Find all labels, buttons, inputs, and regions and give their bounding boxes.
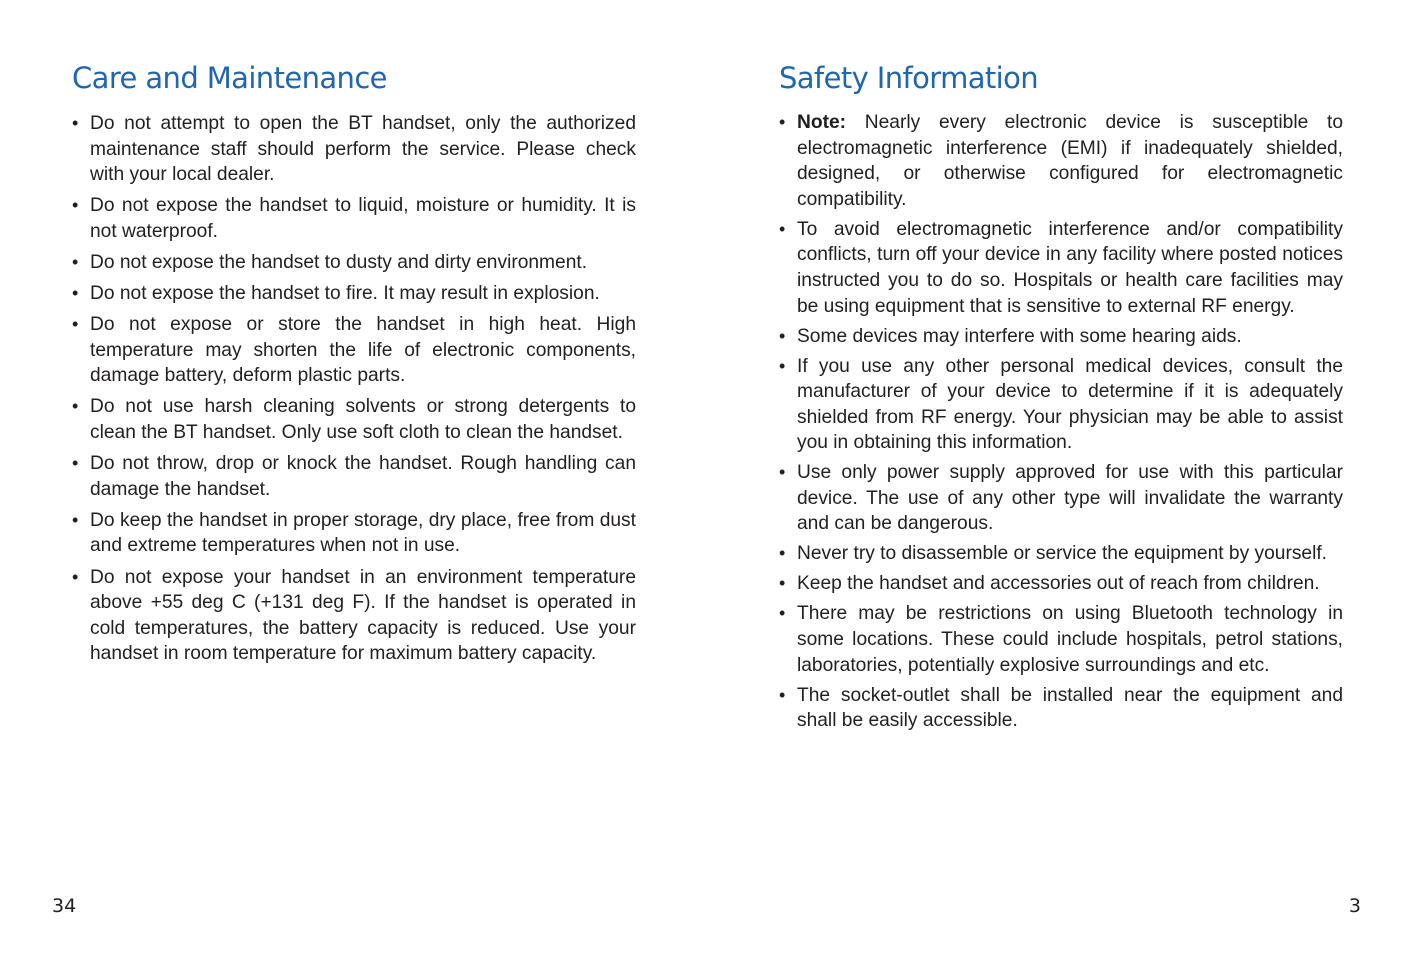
- list-item-text: Keep the handset and accessories out of reach from children.: [797, 573, 1320, 595]
- note-label: Note:: [797, 112, 847, 133]
- list-item-text: Never try to disassemble or service the equipment by yourself.: [797, 543, 1328, 565]
- note-text: Nearly every electronic device is susceptible to electromagnetic interference (EMI) if inadequately shielded, designed, or otherwise configured for electromagnetic compatibility.: [797, 112, 1343, 210]
- bullet-icon: •: [72, 314, 79, 335]
- list-item: [779, 354, 1343, 456]
- list-item-text: There may be restrictions on using Bluetooth technology in some locations. These could include hospitals, petrol stations, laboratories, potentially explosive surroundings and etc.: [797, 603, 1343, 676]
- list-item: [72, 565, 636, 667]
- safety-information-heading: Safety Information: [779, 61, 1039, 95]
- page-number-right: 3: [1348, 895, 1361, 917]
- list-item-text: Do not expose your handset in an environment temperature above +55 deg C (+131 deg F). If the handset is operated in cold temperatures, the battery capacity is reduced. Use your handset in room temperature for maximum battery capacity.: [90, 566, 636, 665]
- list-item-text: Do not throw, drop or knock the handset. Rough handling can damage the handset.: [90, 453, 636, 500]
- right-page: [706, 0, 1413, 954]
- list-item: [72, 193, 636, 244]
- list-item-text: Do not use harsh cleaning solvents or strong detergents to clean the BT handset. Only use soft cloth to clean the handset.: [90, 396, 636, 444]
- list-item: [779, 460, 1343, 537]
- list-item-text: Do not expose or store the handset in high heat. High temperature may shorten the life of electronic components, damage battery, deform plastic parts.: [90, 314, 636, 387]
- bullet-icon: •: [72, 509, 79, 530]
- list-item-note: [779, 110, 1343, 212]
- bullet-icon: •: [72, 453, 79, 474]
- list-item: [72, 394, 636, 445]
- list-item: [779, 601, 1343, 678]
- bullet-icon: •: [72, 396, 79, 417]
- list-item-text: Do not expose the handset to dusty and dirty environment.: [90, 251, 588, 273]
- list-item-text: Use only power supply approved for use with this particular device. The use of any other type will invalidate the warranty and can be dangerous.: [797, 462, 1343, 535]
- list-item: [72, 250, 636, 276]
- care-maintenance-list: [72, 111, 636, 672]
- bullet-icon: •: [779, 684, 786, 705]
- list-item: [72, 451, 636, 502]
- bullet-icon: •: [779, 112, 786, 132]
- list-item-text: Do keep the handset in proper storage, dry place, free from dust and extreme temperatures when not in use.: [90, 509, 636, 557]
- bullet-icon: •: [72, 251, 79, 272]
- list-item-text: The socket-outlet shall be installed near the equipment and shall be easily accessible.: [797, 684, 1343, 732]
- list-item: [779, 571, 1343, 597]
- bullet-icon: •: [779, 355, 786, 376]
- list-item-text: If you use any other personal medical devices, consult the manufacturer of your device to determine if it is adequately shielded from RF energy. Your physician may be able to assist you in obtaining this information.: [797, 355, 1343, 454]
- bullet-icon: •: [72, 566, 79, 587]
- page-number-left: 34: [52, 895, 77, 917]
- bullet-icon: •: [779, 603, 786, 624]
- bullet-icon: •: [779, 325, 786, 346]
- list-item: [779, 217, 1343, 319]
- list-item: [779, 683, 1343, 734]
- list-item-text: Do not expose the handset to fire. It may result in explosion.: [90, 283, 600, 305]
- bullet-icon: •: [779, 462, 786, 483]
- list-item-text: To avoid electromagnetic interference and/or compatibility conflicts, turn off your device in any facility where posted notices instructed you to do so. Hospitals or health care facilities may be using equipment that is sensitive to external RF energy.: [797, 218, 1343, 317]
- bullet-icon: •: [779, 218, 786, 239]
- list-item: [779, 541, 1343, 567]
- list-item: [779, 324, 1343, 350]
- list-item: [72, 281, 636, 307]
- list-item: [72, 312, 636, 389]
- list-item: [72, 111, 636, 188]
- list-item-text: Do not attempt to open the BT handset, only the authorized maintenance staff should perform the service. Please check with your local dealer.: [90, 113, 636, 186]
- list-item: [72, 508, 636, 559]
- left-page: [0, 0, 706, 954]
- list-item-text: Do not expose the handset to liquid, moisture or humidity. It is not waterproof.: [90, 195, 636, 242]
- care-maintenance-heading: Care and Maintenance: [72, 61, 387, 95]
- safety-information-list: [779, 110, 1343, 738]
- bullet-icon: •: [72, 283, 79, 304]
- list-item-text: Some devices may interfere with some hearing aids.: [797, 325, 1242, 347]
- bullet-icon: •: [779, 573, 786, 594]
- bullet-icon: •: [72, 195, 79, 216]
- bullet-icon: •: [779, 543, 786, 564]
- bullet-icon: •: [72, 113, 79, 133]
